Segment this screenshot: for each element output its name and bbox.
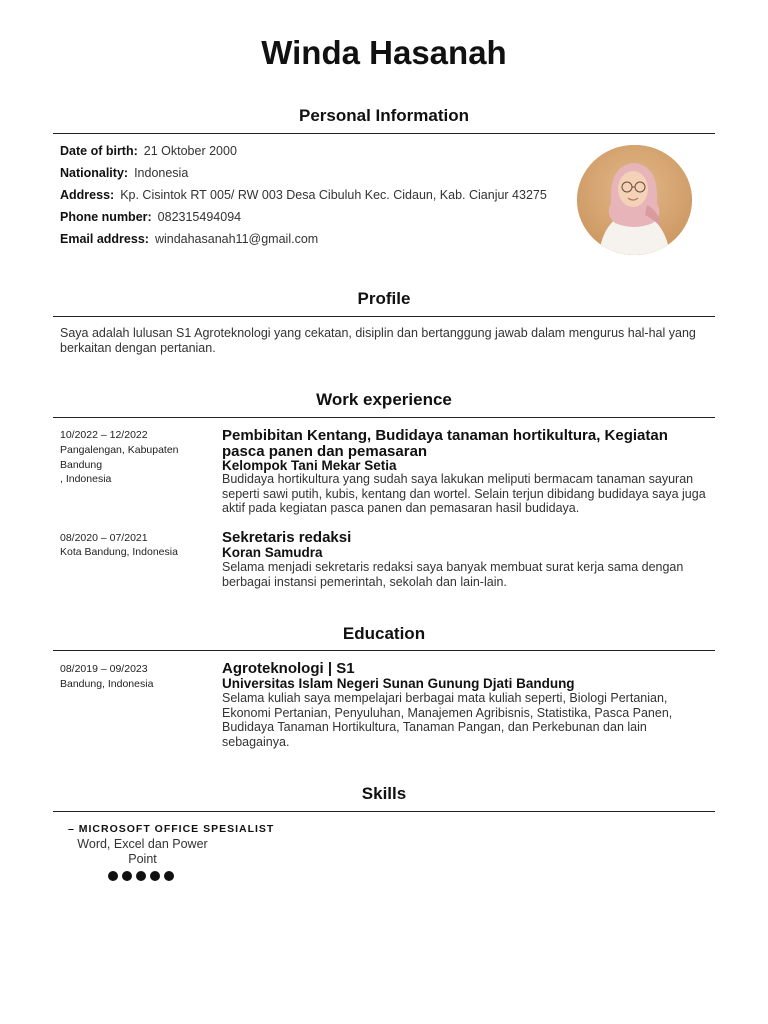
work-date: 08/2020 – 07/2021 [60, 532, 148, 544]
work-title: Sekretaris redaksi [222, 529, 352, 546]
skill-level-dot [150, 871, 160, 881]
resume-name: Winda Hasanah [261, 34, 507, 71]
personal-value: 21 Oktober 2000 [143, 144, 237, 158]
personal-value: 082315494094 [157, 210, 242, 224]
skill-level-dot [108, 871, 118, 881]
skill-level-dot [122, 871, 132, 881]
skill-name: – MICROSOFT OFFICE SPESIALIST [68, 823, 275, 835]
section-divider [53, 133, 715, 134]
personal-value: windahasanah11@gmail.com [154, 232, 319, 246]
work-location: Kota Bandung, Indonesia [60, 546, 178, 558]
personal-label: Date of birth: [60, 144, 138, 158]
section-title-education: Education [342, 624, 426, 643]
work-date: 10/2022 – 12/2022 [60, 429, 148, 441]
work-description: Selama menjadi sekretaris redaksi saya banyak membuat surat kerja sama dengan berbagai instansi pemerintah, sekolah dan lain-lain. [222, 560, 684, 589]
personal-label: Email address: [60, 232, 149, 246]
section-title-personal: Personal Information [298, 106, 470, 125]
education-location: Bandung, Indonesia [60, 678, 154, 690]
personal-label: Phone number: [60, 210, 152, 224]
work-title: Pembibitan Kentang, Budidaya tanaman hortikultura, Kegiatan pasca panen dan pemasaran [222, 427, 668, 460]
section-divider [53, 811, 715, 812]
work-description: Budidaya hortikultura yang sudah saya lakukan meliputi bermacam tanaman sayuran seperti sawi putih, kubis, kentang dan wortel. Selain terjun dibidang budidaya saya juga aktif pada kegiatan pasca panen dan pemasaran hasil budidaya. [222, 472, 706, 516]
skill-level-dot [164, 871, 174, 881]
section-divider [53, 417, 715, 418]
personal-value: Indonesia [134, 166, 189, 180]
personal-row-address [60, 188, 547, 202]
skill-level-dot [136, 871, 146, 881]
education-degree: Agroteknologi | S1 [222, 660, 355, 677]
personal-value: Kp. Cisintok RT 005/ RW 003 Desa Cibuluh Kec. Cidaun, Kab. Cianjur 43275 [120, 188, 547, 202]
personal-row-email [60, 232, 318, 246]
section-divider [53, 650, 715, 651]
personal-label: Address: [60, 188, 115, 202]
personal-row-phone [60, 210, 241, 224]
section-title-profile: Profile [357, 289, 411, 308]
work-location: Pangalengan, Kabupaten Bandung , Indonesia [60, 444, 179, 485]
profile-summary: Saya adalah lulusan S1 Agroteknologi yang cekatan, disiplin dan bertanggung jawab dalam mengurus hal-hal yang berkaitan dengan pertanian. [60, 326, 696, 355]
work-organization: Kelompok Tani Mekar Setia [222, 458, 397, 473]
personal-row-dob [60, 144, 237, 158]
section-title-skills: Skills [361, 784, 407, 803]
skill-description: Word, Excel dan Power Point [77, 837, 208, 866]
profile-photo [577, 145, 692, 255]
profile-photo-illustration [577, 145, 692, 255]
personal-row-nationality [60, 166, 188, 180]
personal-label: Nationality: [60, 166, 129, 180]
education-description: Selama kuliah saya mempelajari berbagai mata kuliah seperti, Biologi Pertanian, Ekonomi Pertanian, Penyuluhan, Manajemen Agribisnis, Statistika, Pasca Panen, Budidaya Tanaman Hortikultura, Tanaman Pangan, dan Perkebunan dan lain sebagainya. [222, 691, 673, 749]
education-date: 08/2019 – 09/2023 [60, 663, 148, 675]
work-organization: Koran Samudra [222, 545, 323, 560]
section-title-work: Work experience [316, 390, 452, 409]
skill-level-rating [108, 871, 174, 881]
education-institution: Universitas Islam Negeri Sunan Gunung Djati Bandung [222, 676, 575, 691]
section-divider [53, 316, 715, 317]
